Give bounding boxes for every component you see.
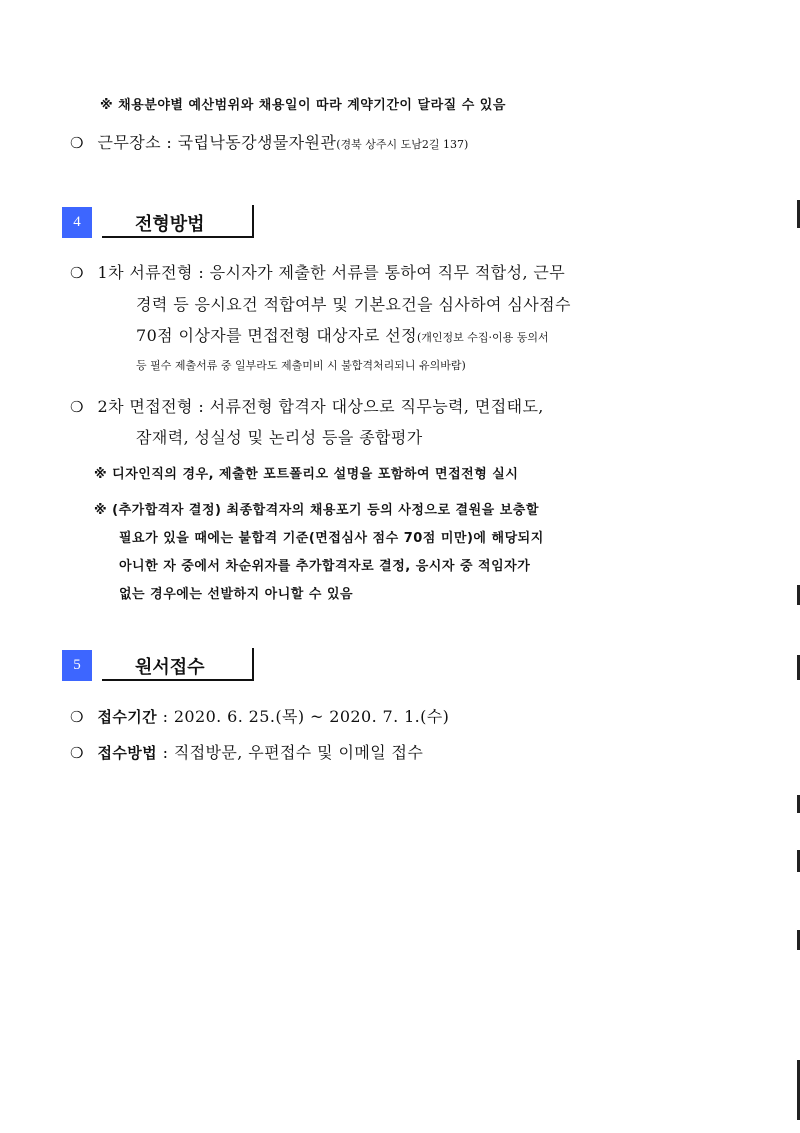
screening-item-2 <box>70 394 544 417</box>
bullet-icon: ❍ <box>70 398 84 416</box>
design-note: ※ 디자인직의 경우, 제출한 포트폴리오 설명을 포함하여 면접전형 실시 <box>94 467 519 482</box>
bullet-icon: ❍ <box>70 264 84 282</box>
screening-2-line1: 2차 면접전형 : 서류전형 합격자 대상으로 직무능력, 면접태도, <box>97 397 544 416</box>
screening-1-line1: 1차 서류전형 : 응시자가 제출한 서류를 통하여 직무 적합성, 근무 <box>97 263 566 282</box>
bullet-icon: ❍ <box>70 708 84 726</box>
application-period-label: 접수기간 <box>97 708 158 726</box>
application-method-item <box>70 740 423 763</box>
bullet-icon: ❍ <box>70 744 84 762</box>
section-4-number: 4 <box>62 207 92 238</box>
application-method-value: : 직접방문, 우편접수 및 이메일 접수 <box>162 743 424 762</box>
section-4-underline <box>102 236 254 238</box>
additional-pass-note-line2: 필요가 있을 때에는 불합격 기준(면접심사 점수 70점 미만)에 해당되지 <box>119 531 544 546</box>
screening-1-line4: 등 필수 제출서류 중 일부라도 제출미비 시 불합격처리되니 유의바람) <box>136 359 466 372</box>
bullet-icon: ❍ <box>70 134 84 152</box>
section-4-title: 전형방법 <box>135 214 205 235</box>
section-5-divider <box>252 648 254 681</box>
screening-2-line2: 잠재력, 성실성 및 논리성 등을 종합평가 <box>136 428 423 447</box>
additional-pass-note-line3: 아니한 자 중에서 차순위자를 추가합격자로 결정, 응시자 중 적임자가 <box>119 559 531 574</box>
screening-1-line3 <box>136 323 549 346</box>
workplace-label: 근무장소 : 국립낙동강생물자원관 <box>97 133 337 152</box>
application-period-item <box>70 704 449 727</box>
section-4-divider <box>252 205 254 238</box>
workplace-detail: (경북 상주시 도남2길 137) <box>336 138 469 151</box>
workplace-item <box>70 130 468 153</box>
section-5-underline <box>102 679 254 681</box>
screening-item-1 <box>70 260 565 283</box>
section-5-number: 5 <box>62 650 92 681</box>
additional-pass-note-line4: 없는 경우에는 선발하지 아니할 수 있음 <box>119 587 354 602</box>
application-method-label: 접수방법 <box>97 744 158 762</box>
application-period-value: : 2020. 6. 25.(목) ~ 2020. 7. 1.(수) <box>162 707 450 726</box>
screening-1-line3-main: 70점 이상자를 면접전형 대상자로 선정 <box>136 326 417 345</box>
additional-pass-note-line1: ※ (추가합격자 결정) 최종합격자의 채용포기 등의 사정으로 결원을 보충할 <box>94 503 539 518</box>
budget-note: ※ 채용분야별 예산범위와 채용일이 따라 계약기간이 달라질 수 있음 <box>100 98 506 113</box>
screening-1-line3-small: (개인정보 수집·이용 동의서 <box>416 331 549 344</box>
section-5-title: 원서접수 <box>135 657 205 678</box>
screening-1-line2: 경력 등 응시요건 적합여부 및 기본요건을 심사하여 심사점수 <box>136 295 571 314</box>
